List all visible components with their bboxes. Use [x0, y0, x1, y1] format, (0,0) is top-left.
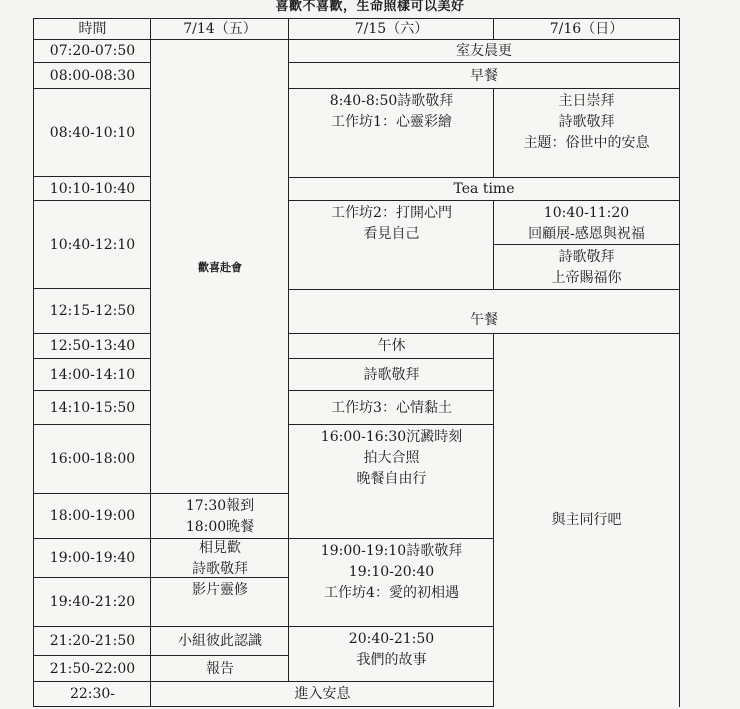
- time-slot: 14:10-15:50: [33, 390, 152, 426]
- day2-afternoon-line: 拍大合照: [363, 450, 420, 466]
- day3-review: [493, 200, 680, 246]
- time-slot: 19:00-19:40: [33, 538, 152, 579]
- day1-meet: [150, 538, 290, 579]
- day2-nap-label: 午休: [377, 338, 406, 354]
- roommate-devotion: [288, 39, 680, 64]
- day3-review-line: 回顧展-感恩與祝福: [528, 226, 645, 242]
- day1-meet-line: 詩歌敬拜: [192, 560, 248, 577]
- day3-walk: [493, 333, 680, 707]
- time-slot: 10:40-12:10: [33, 200, 152, 290]
- time-slot: 21:50-22:00: [33, 655, 152, 683]
- time-slot: 16:00-18:00: [33, 424, 152, 495]
- header-time: 時間: [33, 18, 152, 41]
- day2-afternoon: [288, 424, 495, 540]
- day2-morning-line: 工作坊1：心靈彩繪: [331, 114, 452, 130]
- day2-workshop3: [288, 390, 495, 426]
- lunch-label: 午餐: [470, 312, 498, 328]
- header-day-2: 7/15（六）: [288, 18, 495, 41]
- day1-checkin-line: 18:00晚餐: [185, 518, 255, 535]
- breakfast-label: 早餐: [470, 67, 498, 84]
- day3-sunday-line: 主題：俗世中的安息: [523, 135, 650, 151]
- day2-afternoon-line: 晚餐自由行: [356, 471, 427, 487]
- page-title: 喜歡不喜歡，生命照樣可以美好: [275, 0, 465, 14]
- time-slot: 19:40-21:20: [33, 577, 152, 628]
- day3-sunday: [493, 88, 680, 178]
- day3-walk-label: 與主同行吧: [551, 512, 622, 528]
- day2-workshop3-label: 工作坊3：心情黏土: [331, 399, 452, 416]
- day3-blessing: [493, 244, 680, 290]
- time-slot: 21:20-21:50: [33, 626, 152, 657]
- day2-story-line: 我們的故事: [356, 652, 427, 668]
- time-slot: 12:15-12:50: [33, 288, 152, 335]
- day1-checkin: [150, 493, 290, 540]
- day2-evening-line: 19:10-20:40: [348, 564, 435, 580]
- tea-time-label: Tea time: [453, 180, 515, 197]
- time-slot: 22:30-: [33, 681, 152, 707]
- schedule-table: [33, 18, 680, 708]
- day2-worship-label: 詩歌敬拜: [363, 366, 420, 383]
- day1-meet-line: 相見歡: [199, 539, 241, 556]
- time-slot: 07:20-07:50: [33, 39, 152, 64]
- day1-report-label: 報告: [206, 660, 234, 677]
- roommate-devotion-label: 室友晨更: [456, 43, 512, 59]
- day2-story-line: 20:40-21:50: [348, 631, 435, 647]
- day3-blessing-line: 詩歌敬拜: [558, 249, 615, 265]
- day2-workshop2-line: 看見自己: [363, 226, 420, 242]
- day2-evening-line: 工作坊4：愛的初相遇: [324, 585, 459, 601]
- day2-evening-line: 19:00-19:10詩歌敬拜: [320, 543, 463, 559]
- tea-time: [288, 176, 680, 202]
- day1-report: [150, 655, 290, 683]
- day1-welcome: [150, 39, 290, 495]
- day1-checkin-line: 17:30報到: [185, 497, 255, 514]
- day1-welcome-label: 歡喜赴會: [198, 260, 242, 274]
- day2-evening: [288, 538, 495, 628]
- breakfast: [288, 62, 680, 90]
- day2-workshop2-line: 工作坊2：打開心門: [331, 205, 452, 221]
- time-slot: 18:00-19:00: [33, 493, 152, 540]
- rest: [150, 681, 495, 707]
- time-slot: 12:50-13:40: [33, 333, 152, 360]
- header-day-1: 7/14（五）: [150, 18, 290, 41]
- time-slot: 14:00-14:10: [33, 358, 152, 392]
- day1-group-label: 小組彼此認識: [178, 633, 262, 649]
- time-slot: 08:40-10:10: [33, 88, 152, 178]
- rest-label: 進入安息: [294, 685, 351, 702]
- day2-morning-line: 8:40-8:50詩歌敬拜: [329, 93, 454, 109]
- time-slot: 10:10-10:40: [33, 176, 152, 202]
- lunch: [288, 288, 680, 335]
- day3-blessing-line: 上帝賜福你: [551, 270, 622, 286]
- day1-film: [150, 577, 290, 628]
- day2-workshop2: [288, 200, 495, 290]
- day1-group: [150, 626, 290, 657]
- day3-review-line: 10:40-11:20: [543, 205, 630, 221]
- day2-story: [288, 626, 495, 683]
- header-day-3: 7/16（日）: [493, 18, 680, 41]
- day2-morning: [288, 88, 495, 178]
- day3-sunday-line: 詩歌敬拜: [558, 114, 615, 130]
- day1-film-label: 影片靈修: [192, 582, 248, 598]
- time-slot: 08:00-08:30: [33, 62, 152, 90]
- day2-worship: [288, 358, 495, 392]
- day3-sunday-line: 主日崇拜: [558, 93, 615, 109]
- day2-nap: [288, 333, 495, 360]
- day2-afternoon-line: 16:00-16:30沉澱時刻: [320, 429, 463, 445]
